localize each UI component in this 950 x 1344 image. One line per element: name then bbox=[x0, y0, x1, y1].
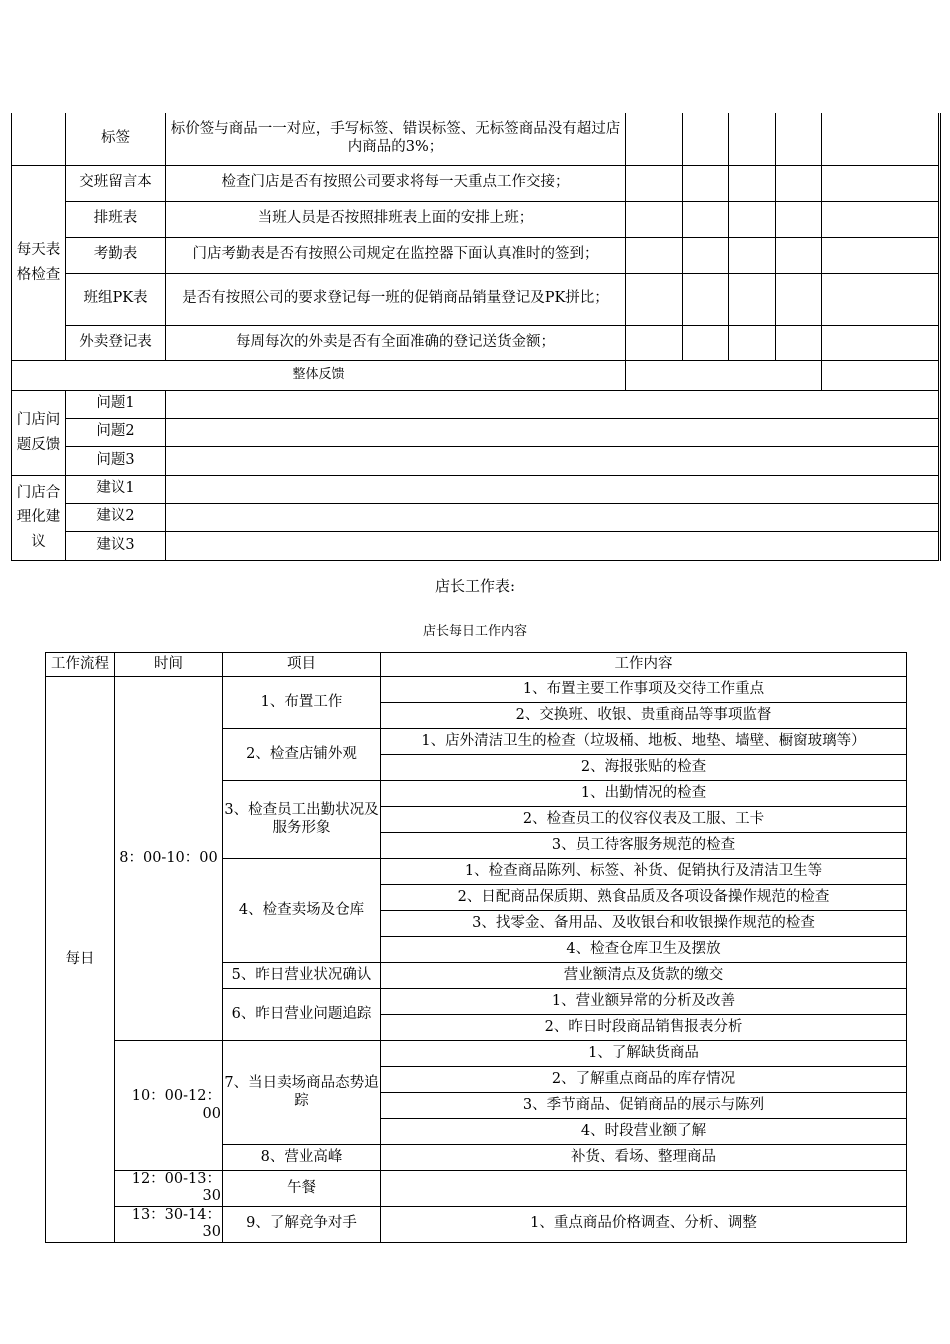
score-cell bbox=[729, 201, 776, 237]
task-cell: 2、了解重点商品的库存情况 bbox=[381, 1067, 907, 1093]
task-cell: 3、季节商品、促销商品的展示与陈列 bbox=[381, 1093, 907, 1119]
problem-label: 问题3 bbox=[66, 446, 166, 475]
project-cell: 2、检查店铺外观 bbox=[223, 729, 381, 781]
task-cell: 补货、看场、整理商品 bbox=[381, 1145, 907, 1171]
table-row bbox=[12, 360, 940, 390]
category-store-problems: 门店问题反馈 bbox=[12, 390, 66, 475]
task-cell bbox=[381, 1171, 907, 1207]
score-cell bbox=[626, 273, 683, 325]
header-row bbox=[46, 653, 907, 677]
score-cell bbox=[683, 165, 729, 201]
table-row bbox=[12, 325, 940, 360]
overall-feedback-value bbox=[626, 360, 822, 390]
table-row bbox=[12, 390, 940, 418]
task-cell: 4、时段营业额了解 bbox=[381, 1119, 907, 1145]
item-description: 标价签与商品一一对应，手写标签、错误标签、无标签商品没有超过店内商品的3%； bbox=[166, 113, 626, 165]
project-cell: 午餐 bbox=[223, 1171, 381, 1207]
score-cell bbox=[683, 325, 729, 360]
score-cell bbox=[776, 273, 822, 325]
problem-content bbox=[166, 446, 940, 475]
item-label: 标签 bbox=[66, 113, 166, 165]
table-row bbox=[12, 165, 940, 201]
task-cell: 2、日配商品保质期、熟食品质及各项设备操作规范的检查 bbox=[381, 885, 907, 911]
task-cell: 1、检查商品陈列、标签、补货、促销执行及清洁卫生等 bbox=[381, 859, 907, 885]
flow-cell: 每日 bbox=[46, 677, 115, 1243]
time-cell: 10：00-12：00 bbox=[115, 1041, 223, 1171]
item-label: 交班留言本 bbox=[66, 165, 166, 201]
task-cell: 2、海报张贴的检查 bbox=[381, 755, 907, 781]
category-daily-forms: 每天表格检查 bbox=[12, 165, 66, 360]
score-cell bbox=[822, 165, 940, 201]
problem-content bbox=[166, 390, 940, 418]
table-row bbox=[12, 475, 940, 503]
item-label: 考勤表 bbox=[66, 237, 166, 273]
score-cell bbox=[822, 360, 940, 390]
suggestion-content bbox=[166, 475, 940, 503]
table-row bbox=[12, 113, 940, 165]
score-cell bbox=[822, 113, 940, 165]
table-title: 店长每日工作内容 bbox=[422, 624, 527, 639]
score-cell bbox=[776, 165, 822, 201]
score-cell bbox=[626, 237, 683, 273]
score-cell bbox=[729, 237, 776, 273]
project-cell: 5、昨日营业状况确认 bbox=[223, 963, 381, 989]
score-cell bbox=[822, 237, 940, 273]
item-description: 当班人员是否按照排班表上面的安排上班； bbox=[166, 201, 626, 237]
time-cell: 13：30-14：30 bbox=[115, 1206, 223, 1242]
score-cell bbox=[822, 325, 940, 360]
score-cell bbox=[729, 325, 776, 360]
score-cell bbox=[626, 325, 683, 360]
score-cell bbox=[626, 165, 683, 201]
score-cell bbox=[729, 273, 776, 325]
score-cell bbox=[683, 113, 729, 165]
score-cell bbox=[776, 113, 822, 165]
header-content: 工作内容 bbox=[381, 653, 907, 677]
header-time: 时间 bbox=[115, 653, 223, 677]
project-cell: 9、了解竞争对手 bbox=[223, 1206, 381, 1242]
item-description: 是否有按照公司的要求登记每一班的促销商品销量登记及PK拼比； bbox=[166, 273, 626, 325]
problem-content bbox=[166, 418, 940, 446]
score-cell bbox=[822, 201, 940, 237]
table-row bbox=[12, 446, 940, 475]
table-row bbox=[46, 677, 907, 703]
suggestion-label: 建议2 bbox=[66, 503, 166, 531]
score-cell bbox=[776, 237, 822, 273]
score-cell bbox=[683, 237, 729, 273]
category-store-suggestions: 门店合理化建议 bbox=[12, 475, 66, 560]
score-cell bbox=[626, 201, 683, 237]
table-row bbox=[46, 1206, 907, 1242]
task-cell: 1、营业额异常的分析及改善 bbox=[381, 989, 907, 1015]
item-label: 班组PK表 bbox=[66, 273, 166, 325]
score-cell bbox=[683, 273, 729, 325]
suggestion-content bbox=[166, 503, 940, 531]
time-cell: 8：00-10：00 bbox=[115, 677, 223, 1041]
task-cell: 营业额清点及货款的缴交 bbox=[381, 963, 907, 989]
table-row bbox=[46, 1171, 907, 1207]
score-cell bbox=[776, 325, 822, 360]
task-cell: 1、重点商品价格调查、分析、调整 bbox=[381, 1206, 907, 1242]
store-checklist-table bbox=[11, 113, 941, 561]
project-cell: 1、布置工作 bbox=[223, 677, 381, 729]
table-row bbox=[46, 1041, 907, 1067]
suggestion-label: 建议1 bbox=[66, 475, 166, 503]
score-cell bbox=[822, 273, 940, 325]
task-cell: 1、店外清洁卫生的检查（垃圾桶、地板、地垫、墙壁、橱窗玻璃等） bbox=[381, 729, 907, 755]
item-label: 排班表 bbox=[66, 201, 166, 237]
item-description: 门店考勤表是否有按照公司规定在监控器下面认真准时的签到； bbox=[166, 237, 626, 273]
project-cell: 4、检查卖场及仓库 bbox=[223, 859, 381, 963]
suggestion-label: 建议3 bbox=[66, 531, 166, 560]
item-description: 每周每次的外卖是否有全面准确的登记送货金额； bbox=[166, 325, 626, 360]
task-cell: 1、出勤情况的检查 bbox=[381, 781, 907, 807]
section-title: 店长工作表: bbox=[434, 577, 516, 595]
problem-label: 问题2 bbox=[66, 418, 166, 446]
suggestion-content bbox=[166, 531, 940, 560]
score-cell bbox=[729, 165, 776, 201]
header-flow: 工作流程 bbox=[46, 653, 115, 677]
project-cell: 6、昨日营业问题追踪 bbox=[223, 989, 381, 1041]
task-cell: 1、了解缺货商品 bbox=[381, 1041, 907, 1067]
score-cell bbox=[683, 201, 729, 237]
item-label: 外卖登记表 bbox=[66, 325, 166, 360]
table-row bbox=[12, 201, 940, 237]
task-cell: 3、员工待客服务规范的检查 bbox=[381, 833, 907, 859]
task-cell: 2、昨日时段商品销售报表分析 bbox=[381, 1015, 907, 1041]
task-cell: 2、检查员工的仪容仪表及工服、工卡 bbox=[381, 807, 907, 833]
time-cell: 12：00-13：30 bbox=[115, 1171, 223, 1207]
overall-feedback-label: 整体反馈 bbox=[12, 360, 626, 390]
score-cell bbox=[626, 113, 683, 165]
project-cell: 3、检查员工出勤状况及服务形象 bbox=[223, 781, 381, 859]
table-row bbox=[12, 237, 940, 273]
category-cell bbox=[12, 113, 66, 165]
table-row bbox=[12, 273, 940, 325]
header-project: 项目 bbox=[223, 653, 381, 677]
score-cell bbox=[729, 113, 776, 165]
problem-label: 问题1 bbox=[66, 390, 166, 418]
manager-daily-work-table bbox=[45, 652, 907, 1243]
project-cell: 7、当日卖场商品态势追踪 bbox=[223, 1041, 381, 1145]
task-cell: 3、找零金、备用品、及收银台和收银操作规范的检查 bbox=[381, 911, 907, 937]
task-cell: 4、检查仓库卫生及摆放 bbox=[381, 937, 907, 963]
item-description: 检查门店是否有按照公司要求将每一天重点工作交接； bbox=[166, 165, 626, 201]
table-row bbox=[12, 531, 940, 560]
table-row bbox=[12, 418, 940, 446]
task-cell: 2、交换班、收银、贵重商品等事项监督 bbox=[381, 703, 907, 729]
project-cell: 8、营业高峰 bbox=[223, 1145, 381, 1171]
table-row bbox=[12, 503, 940, 531]
task-cell: 1、布置主要工作事项及交待工作重点 bbox=[381, 677, 907, 703]
score-cell bbox=[776, 201, 822, 237]
